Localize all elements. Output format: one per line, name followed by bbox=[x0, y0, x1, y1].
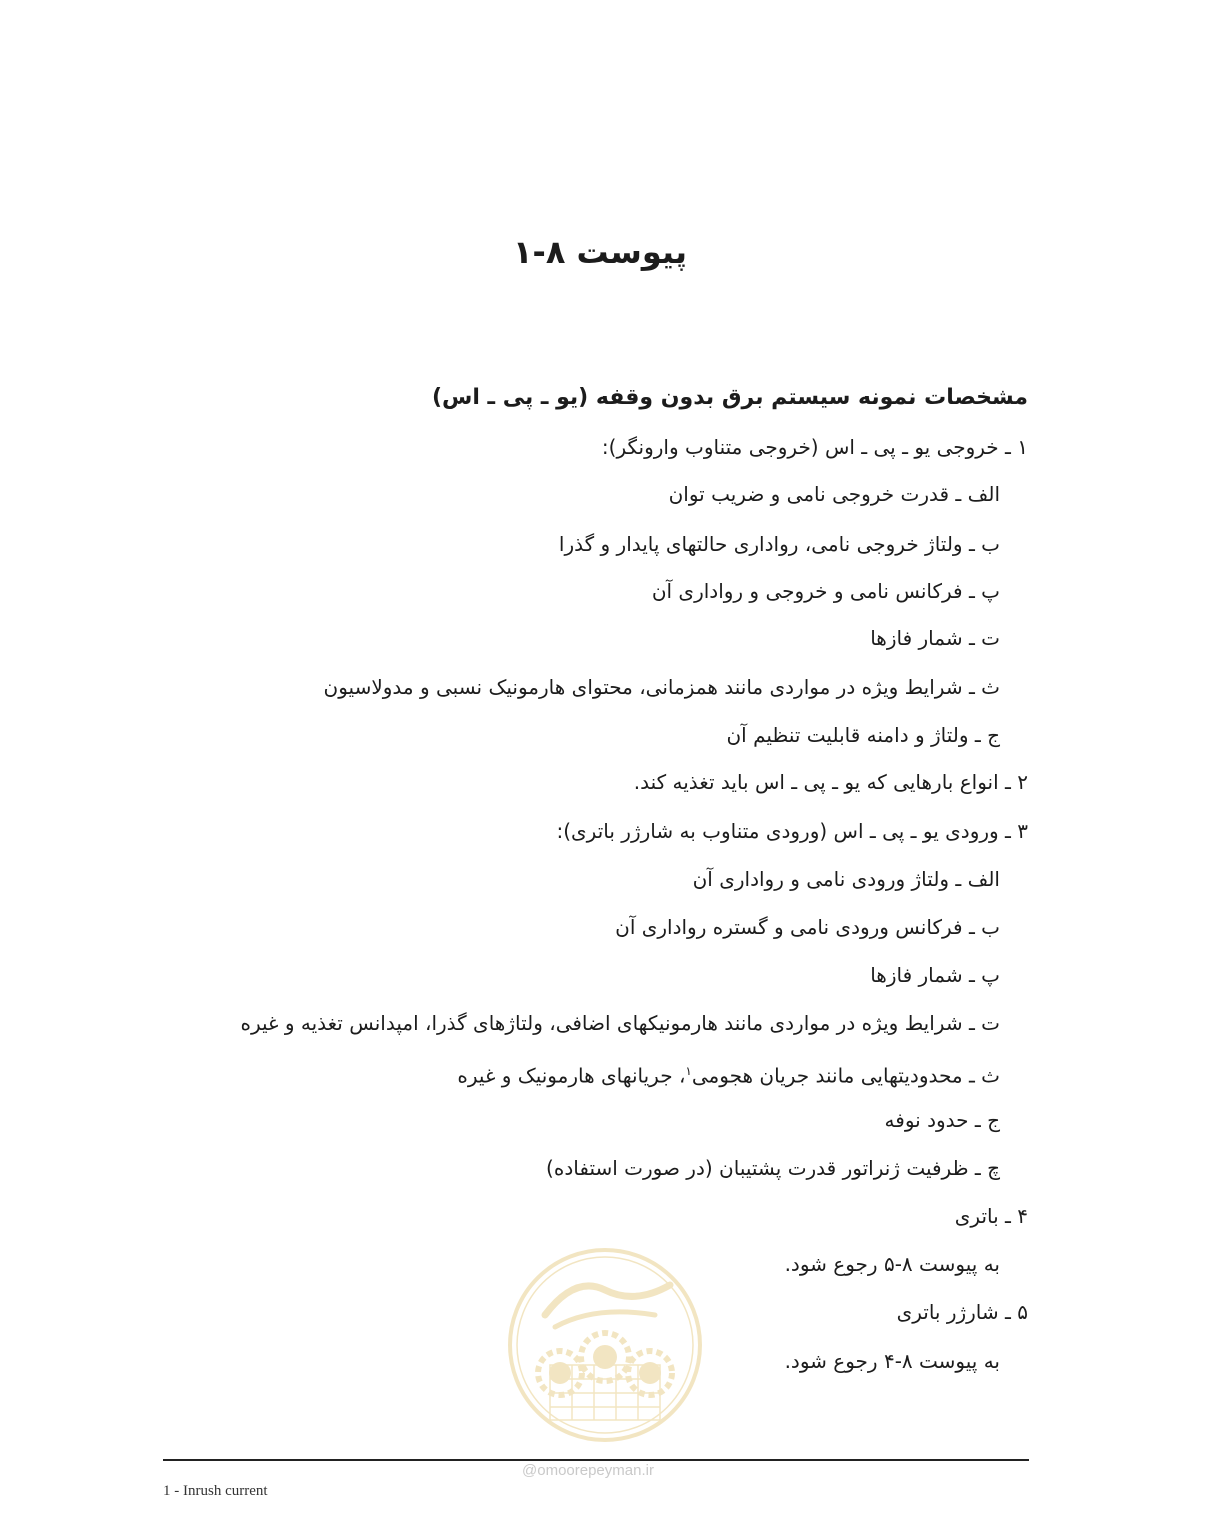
footnote-marker: ۱ bbox=[685, 1064, 692, 1078]
list-item-text: ، جریانهای هارمونیک و غیره bbox=[457, 1063, 686, 1088]
list-item: چ ـ ظرفیت ژنراتور قدرت پشتیبان (در صورت استفاده) bbox=[546, 1156, 1000, 1180]
list-item: ب ـ ولتاژ خروجی نامی، رواداری حالتهای پایدار و گذرا bbox=[558, 532, 1000, 556]
list-item: ت ـ شرایط ویژه در مواردی مانند هارمونیکهای اضافی، ولتاژهای گذرا، امپدانس تغذیه و غیره bbox=[240, 1011, 1000, 1035]
list-item bbox=[100, 1056, 1000, 1091]
list-item: ۲ ـ انواع بارهایی که یو ـ پی ـ اس باید تغذیه کند. bbox=[633, 770, 1028, 794]
list-item: پ ـ فرکانس نامی و خروجی و رواداری آن bbox=[651, 579, 1000, 603]
list-item: ۵ ـ شارژر باتری bbox=[896, 1300, 1028, 1324]
list-item: ت ـ شمار فازها bbox=[870, 626, 1000, 650]
list-item: الف ـ قدرت خروجی نامی و ضریب توان bbox=[668, 482, 1000, 506]
list-item: ۱ ـ خروجی یو ـ پی ـ اس (خروجی متناوب وارونگر): bbox=[601, 435, 1028, 459]
footnote: 1 - Inrush current bbox=[163, 1483, 268, 1499]
list-item-text: ث ـ محدودیتهایی مانند جریان هجومی bbox=[691, 1063, 1000, 1088]
list-item: ب ـ فرکانس ورودی نامی و گستره رواداری آن bbox=[615, 915, 1000, 939]
watermark-logo bbox=[505, 1245, 705, 1445]
footnote-divider bbox=[163, 1459, 1029, 1461]
list-item: ج ـ ولتاژ و دامنه قابلیت تنظیم آن bbox=[726, 723, 1000, 747]
list-item: پ ـ شمار فازها bbox=[870, 963, 1000, 987]
watermark-site: @omoorepeyman.ir bbox=[522, 1462, 654, 1479]
list-item: ۴ ـ باتری bbox=[954, 1204, 1028, 1228]
section-heading: مشخصات نمونه سیستم برق بدون وقفه (یو ـ پی ـ اس) bbox=[431, 385, 1028, 410]
list-item: به پیوست ۸-۴ رجوع شود. bbox=[784, 1349, 1000, 1373]
list-item: به پیوست ۸-۵ رجوع شود. bbox=[784, 1252, 1000, 1276]
page-title: پیوست ۸-۱ bbox=[513, 233, 687, 271]
list-item: ۳ ـ ورودی یو ـ پی ـ اس (ورودی متناوب به شارژر باتری): bbox=[556, 819, 1028, 843]
list-item: ج ـ حدود نوفه bbox=[884, 1108, 1000, 1132]
list-item: الف ـ ولتاژ ورودی نامی و رواداری آن bbox=[692, 867, 1000, 891]
list-item: ث ـ شرایط ویژه در مواردی مانند همزمانی، محتوای هارمونیک نسبی و مدولاسیون bbox=[323, 675, 1000, 699]
